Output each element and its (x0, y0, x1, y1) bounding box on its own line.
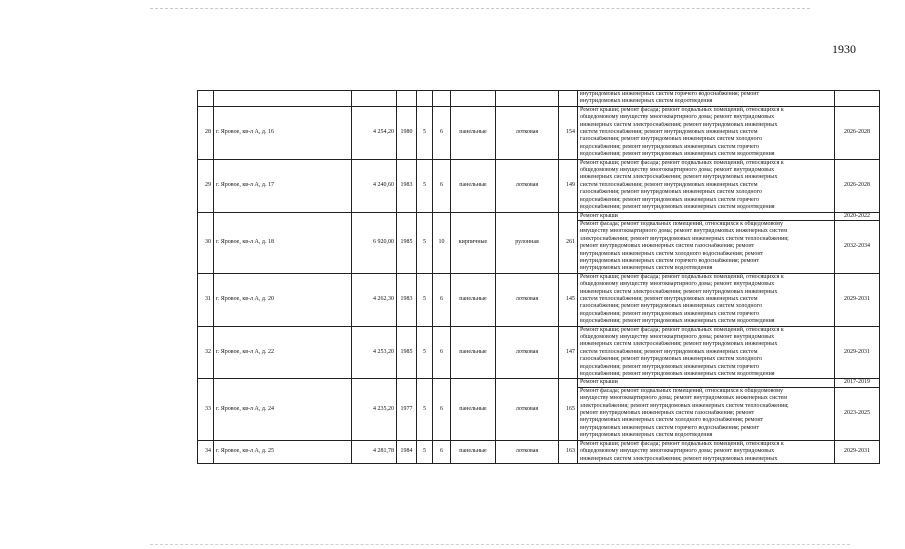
wall-material-cell: панельные (451, 273, 496, 326)
floors-cell: 5 (417, 273, 433, 326)
roof-type-cell: лотковая (496, 326, 559, 379)
work-line: Ремонт крыши; ремонт фасада; ремонт подвальных помещений, относящихся к (580, 273, 784, 280)
work-line: инженерных систем электроснабжения; ремонт внутридомовых инженерных (580, 455, 778, 462)
period-cell (835, 91, 880, 107)
work-line: электроснабжения; ремонт внутридомовых инженерных систем теплоснабжения; (580, 235, 789, 242)
work-line: систем теплоснабжения; ремонт внутридомовых инженерных систем (580, 348, 758, 355)
work-line: Ремонт фасада; ремонт подвальных помещений, относящихся к общедомовому (580, 220, 783, 227)
address-cell: г. Яровое, кв-л А, д. 25 (214, 440, 352, 463)
area-cell: 4 253,20 (352, 326, 397, 379)
empty-cell (433, 91, 451, 107)
roof-type-cell: лотковая (496, 273, 559, 326)
work-line: водоснабжения; ремонт внутридомовых инженерных систем горячего (580, 363, 760, 370)
entrances-cell: 6 (433, 379, 451, 440)
work-line: общедомовому имуществу многоквартирного дома; ремонт внутридомовых (580, 114, 775, 121)
floors-cell: 5 (417, 212, 433, 273)
count-cell: 154 (559, 106, 578, 159)
work-list (578, 387, 835, 440)
work-line: инженерных систем электроснабжения; ремонт внутридомовых инженерных (580, 121, 778, 128)
area-cell: 6 920,00 (352, 212, 397, 273)
work-line: инженерных систем электроснабжения; ремонт внутридомовых инженерных (580, 341, 778, 348)
entrances-cell: 6 (433, 273, 451, 326)
empty-cell (496, 91, 559, 107)
table-row (198, 159, 880, 212)
year-cell: 1983 (397, 159, 417, 212)
wall-material-cell: кирпичные (451, 212, 496, 273)
address-cell: г. Яровое, кв-л А, д. 20 (214, 273, 352, 326)
work-line: внутридомовых инженерных систем горячего водоснабжения; ремонт (580, 91, 760, 97)
period-cell: 2029-2031 (835, 440, 880, 463)
work-line: водоснабжения; ремонт внутридомовых инженерных систем горячего (580, 143, 760, 150)
work-line: газоснабжения; ремонт внутридомовых инженерных систем холодного (580, 136, 762, 143)
table-row (198, 212, 880, 220)
work-line: Ремонт крыши (580, 212, 618, 219)
work-line: Ремонт крыши (580, 379, 618, 386)
area-cell: 4 262,30 (352, 273, 397, 326)
wall-material-cell: панельные (451, 159, 496, 212)
row-number: 33 (198, 379, 214, 440)
work-line: внутридомовых инженерных систем водоотведения (580, 98, 713, 105)
area-cell: 4 281,78 (352, 440, 397, 463)
scan-artifact-top (150, 8, 810, 10)
work-list (578, 273, 835, 326)
work-line: систем теплоснабжения; ремонт внутридомовых инженерных систем (580, 129, 758, 136)
floors-cell: 5 (417, 106, 433, 159)
table-row (198, 273, 880, 326)
work-list (578, 106, 835, 159)
work-list (578, 440, 835, 463)
work-line: инженерных систем электроснабжения; ремонт внутридомовых инженерных (580, 288, 778, 295)
work-line: внутридомовых инженерных систем холодного водоснабжения; ремонт (580, 250, 764, 257)
page-number: 1930 (832, 42, 856, 56)
year-cell: 1985 (397, 326, 417, 379)
address-cell: г. Яровое, кв-л А, д. 24 (214, 379, 352, 440)
empty-cell (214, 91, 352, 107)
year-cell: 1985 (397, 212, 417, 273)
work-line: газоснабжения; ремонт внутридомовых инженерных систем холодного (580, 189, 762, 196)
wall-material-cell: панельные (451, 440, 496, 463)
count-cell: 145 (559, 273, 578, 326)
work-list (578, 326, 835, 379)
work-line: систем теплоснабжения; ремонт внутридомовых инженерных систем (580, 181, 758, 188)
empty-cell (397, 91, 417, 107)
period-cell: 2026-2028 (835, 106, 880, 159)
work-line: ремонт внутридомовых инженерных систем газоснабжения; ремонт (580, 410, 755, 417)
work-line: Ремонт крыши; ремонт фасада; ремонт подвальных помещений, относящихся к (580, 326, 784, 333)
work-line: Ремонт крыши; ремонт фасада; ремонт подвальных помещений, относящихся к (580, 440, 784, 447)
address-cell: г. Яровое, кв-л А, д. 18 (214, 212, 352, 273)
year-cell: 1983 (397, 273, 417, 326)
wall-material-cell: панельные (451, 106, 496, 159)
work-line: электроснабжения; ремонт внутридомовых инженерных систем теплоснабжения; (580, 402, 789, 409)
work-line: общедомовому имуществу многоквартирного дома; ремонт внутридомовых (580, 167, 775, 174)
entrances-cell: 6 (433, 106, 451, 159)
work-line: водоснабжения; ремонт внутридомовых инженерных систем водоотведения (580, 151, 775, 158)
floors-cell: 5 (417, 159, 433, 212)
scan-artifact-bottom (150, 544, 850, 546)
year-cell: 1984 (397, 440, 417, 463)
area-cell: 4 254,20 (352, 106, 397, 159)
year-cell: 1977 (397, 379, 417, 440)
work-line: газоснабжения; ремонт внутридомовых инженерных систем холодного (580, 356, 762, 363)
row-number: 32 (198, 326, 214, 379)
roof-type-cell: лотковая (496, 159, 559, 212)
work-line: внутридомовых инженерных систем водоотведения (580, 432, 713, 439)
count-cell: 147 (559, 326, 578, 379)
row-number: 31 (198, 273, 214, 326)
period-cell: 2029-2031 (835, 326, 880, 379)
table-row (198, 326, 880, 379)
work-line: имуществу многоквартирного дома; ремонт внутридомовых инженерных систем (580, 395, 788, 402)
empty-cell (451, 91, 496, 107)
area-cell: 4 240,60 (352, 159, 397, 212)
entrances-cell: 6 (433, 326, 451, 379)
work-line: водоснабжения; ремонт внутридомовых инженерных систем горячего (580, 196, 760, 203)
entrances-cell: 6 (433, 159, 451, 212)
address-cell: г. Яровое, кв-л А, д. 17 (214, 159, 352, 212)
work-list (578, 212, 835, 220)
table-row (198, 440, 880, 463)
work-line: водоснабжения; ремонт внутридомовых инженерных систем водоотведения (580, 371, 775, 378)
period-cell: 2029-2031 (835, 273, 880, 326)
housing-register-table (197, 90, 880, 464)
work-line: общедомовому имуществу многоквартирного дома; ремонт внутридомовых (580, 448, 775, 455)
row-number: 28 (198, 106, 214, 159)
entrances-cell: 6 (433, 440, 451, 463)
address-cell: г. Яровое, кв-л А, д. 16 (214, 106, 352, 159)
period-cell: 2032-2034 (835, 220, 880, 273)
count-cell: 149 (559, 159, 578, 212)
work-line: инженерных систем электроснабжения; ремонт внутридомовых инженерных (580, 174, 778, 181)
roof-type-cell: рулонная (496, 212, 559, 273)
work-line: внутридомовых инженерных систем горячего водоснабжения; ремонт (580, 257, 760, 264)
work-line: внутридомовых инженерных систем водоотведения (580, 265, 713, 272)
roof-type-cell: лотковая (496, 440, 559, 463)
work-line: водоснабжения; ремонт внутридомовых инженерных систем водоотведения (580, 318, 775, 325)
work-line: внутридомовых инженерных систем горячего водоснабжения; ремонт (580, 424, 760, 431)
area-cell: 4 235,20 (352, 379, 397, 440)
roof-type-cell: лотковая (496, 379, 559, 440)
work-line: внутридомовых инженерных систем холодного водоснабжения; ремонт (580, 417, 764, 424)
table-row-continued (198, 91, 880, 107)
table-row (198, 106, 880, 159)
table-body (198, 91, 880, 464)
work-line: имуществу многоквартирного дома; ремонт внутридомовых инженерных систем (580, 228, 788, 235)
floors-cell: 5 (417, 379, 433, 440)
work-list (578, 159, 835, 212)
work-line: водоснабжения; ремонт внутридомовых инженерных систем водоотведения (580, 204, 775, 211)
period-cell: 2020-2022 (835, 212, 880, 220)
empty-cell (417, 91, 433, 107)
address-cell: г. Яровое, кв-л А, д. 22 (214, 326, 352, 379)
table-row (198, 379, 880, 387)
count-cell: 165 (559, 379, 578, 440)
work-line: ремонт внутридомовых инженерных систем газоснабжения; ремонт (580, 243, 755, 250)
count-cell: 163 (559, 440, 578, 463)
floors-cell: 5 (417, 440, 433, 463)
work-line: общедомовому имуществу многоквартирного дома; ремонт внутридомовых (580, 281, 775, 288)
empty-cell (352, 91, 397, 107)
empty-cell (559, 91, 578, 107)
row-number: 30 (198, 212, 214, 273)
work-list (578, 91, 835, 107)
floors-cell: 5 (417, 326, 433, 379)
work-line: общедомовому имуществу многоквартирного дома; ремонт внутридомовых (580, 334, 775, 340)
work-line: Ремонт крыши; ремонт фасада; ремонт подвальных помещений, относящихся к (580, 106, 784, 113)
work-list (578, 379, 835, 387)
work-list (578, 220, 835, 273)
wall-material-cell: панельные (451, 379, 496, 440)
count-cell: 261 (559, 212, 578, 273)
empty-cell (198, 91, 214, 107)
year-cell: 1980 (397, 106, 417, 159)
work-line: систем теплоснабжения; ремонт внутридомовых инженерных систем (580, 295, 758, 302)
work-line: Ремонт крыши; ремонт фасада; ремонт подвальных помещений, относящихся к (580, 159, 784, 166)
wall-material-cell: панельные (451, 326, 496, 379)
period-cell: 2017-2019 (835, 379, 880, 387)
period-cell: 2026-2028 (835, 159, 880, 212)
row-number: 34 (198, 440, 214, 463)
period-cell: 2023-2025 (835, 387, 880, 440)
entrances-cell: 10 (433, 212, 451, 273)
roof-type-cell: лотковая (496, 106, 559, 159)
work-line: Ремонт фасада; ремонт подвальных помещений, относящихся к общедомовому (580, 387, 783, 394)
row-number: 29 (198, 159, 214, 212)
work-line: водоснабжения; ремонт внутридомовых инженерных систем горячего (580, 310, 760, 317)
work-line: газоснабжения; ремонт внутридомовых инженерных систем холодного (580, 303, 762, 310)
